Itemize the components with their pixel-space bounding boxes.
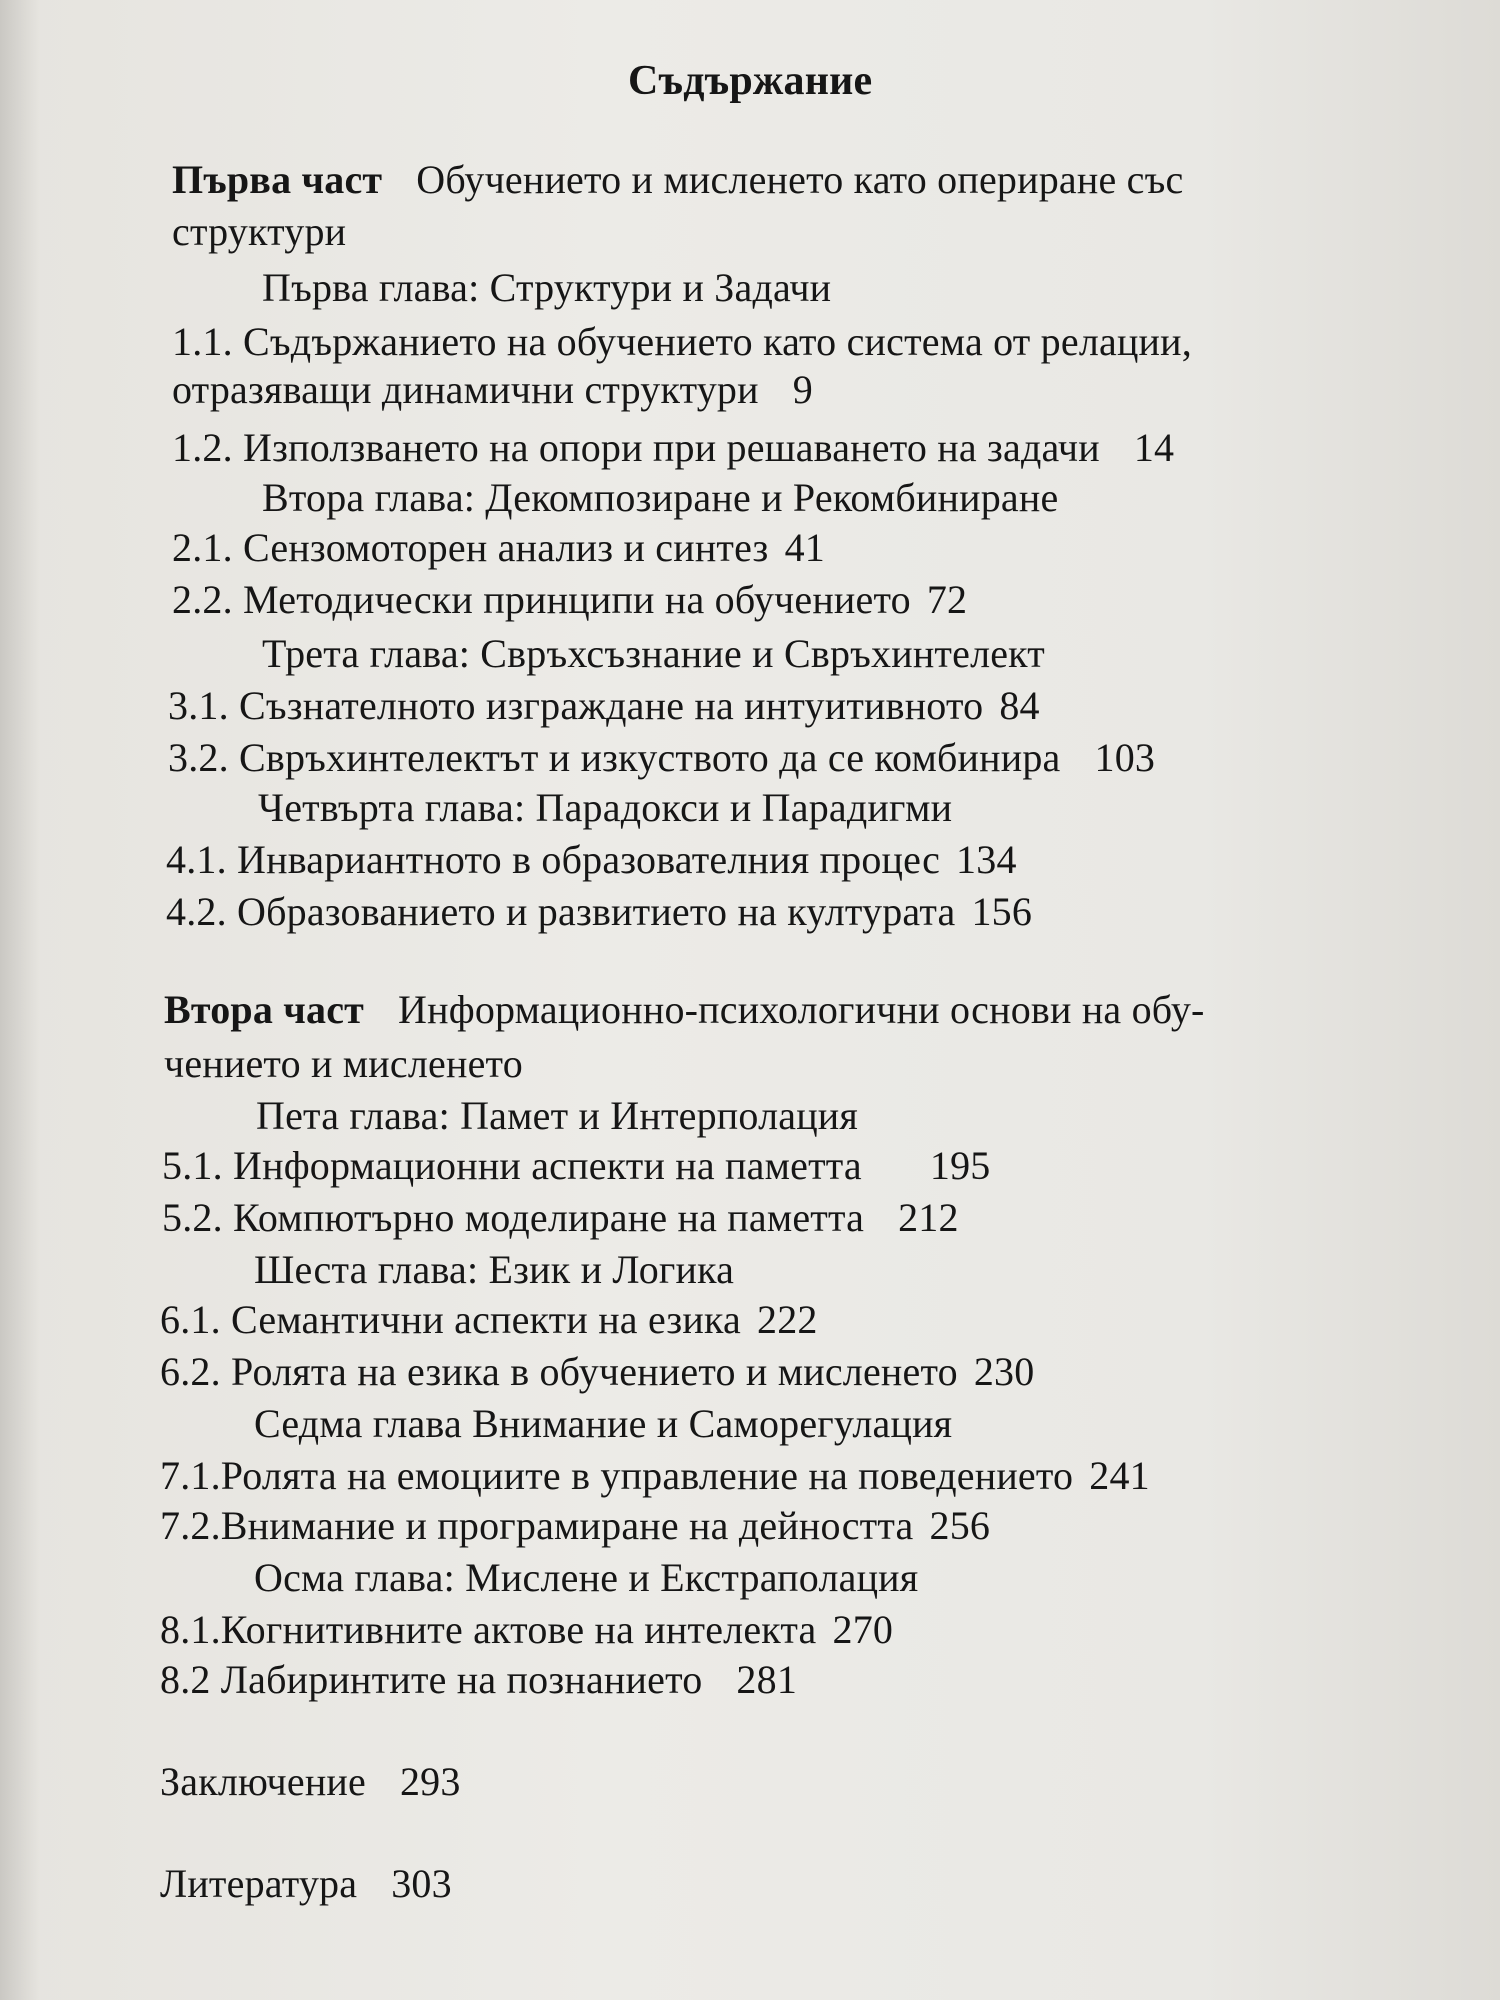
- section-1-1-line2: [172, 367, 813, 412]
- section-5-2-page: 212: [898, 1195, 959, 1240]
- part1-title: Обучението и мисленето като опериране със: [416, 157, 1184, 202]
- chapter4-title: Четвърта глава: Парадокси и Парадигми: [258, 785, 953, 830]
- literature-entry: [160, 1861, 452, 1906]
- section-3-1-title: 3.1. Съзнателното изграждане на интуитивното: [168, 683, 984, 728]
- section-3-2-title: 3.2. Свръхинтелектът и изкуството да се комбинира: [168, 735, 1061, 780]
- section-4-2-page: 156: [971, 889, 1033, 934]
- chapter8-title: Осма глава: Мислене и Екстраполация: [254, 1555, 919, 1600]
- chapter3-title: Трета глава: Свръхсъзнание и Свръхинтелект: [262, 631, 1045, 676]
- section-5-1: [162, 1143, 991, 1188]
- section-8-1-title: 8.1.Когнитивните актове на интелекта: [160, 1607, 817, 1652]
- conclusion-entry: [160, 1759, 461, 1804]
- section-2-1: [172, 525, 825, 570]
- part1-heading-line2: структури: [172, 209, 347, 254]
- section-7-1: [160, 1453, 1150, 1498]
- section-1-1-line1: 1.1. Съдържанието на обучението като система от релации,: [172, 319, 1192, 364]
- section-1-2-page: 14: [1133, 425, 1175, 470]
- chapter2-title: Втора глава: Декомпозиране и Рекомбиниране: [262, 475, 1059, 520]
- section-2-2-title: 2.2. Методически принципи на обучението: [172, 577, 911, 622]
- conclusion-title: Заключение: [160, 1759, 366, 1804]
- section-1-1-title-end: отразяващи динамични структури: [172, 367, 759, 412]
- section-8-2-title: 8.2 Лабиринтите на познанието: [160, 1657, 703, 1702]
- section-5-1-title: 5.1. Информационни аспекти на паметта: [162, 1143, 862, 1188]
- section-4-2-title: 4.2. Образованието и развитието на културата: [166, 889, 956, 934]
- chapter1-title: Първа глава: Структури и Задачи: [262, 265, 832, 310]
- section-4-1-title: 4.1. Инвариантното в образователния процес: [166, 837, 941, 882]
- conclusion-page: 293: [399, 1759, 461, 1804]
- part2-title: Информационно-психологични основи на обу-: [398, 987, 1205, 1032]
- section-4-2: [166, 889, 1033, 934]
- part2-label: Втора част: [164, 987, 365, 1032]
- section-2-1-page: 41: [784, 525, 825, 570]
- section-3-2: [168, 735, 1156, 780]
- section-3-2-page: 103: [1094, 735, 1156, 780]
- section-4-1-page: 134: [956, 837, 1017, 882]
- section-3-1-page: 84: [999, 683, 1040, 728]
- section-5-1-page: 195: [929, 1143, 991, 1188]
- part2-heading-line1: [164, 987, 1205, 1032]
- section-7-2: [160, 1503, 991, 1548]
- section-6-2: [160, 1349, 1035, 1394]
- section-7-1-page: 241: [1089, 1453, 1150, 1498]
- section-4-1: [166, 837, 1017, 882]
- section-6-2-page: 230: [973, 1349, 1035, 1394]
- part2-heading-line2: чението и мисленето: [164, 1041, 523, 1086]
- section-1-2: [172, 425, 1175, 470]
- chapter6-title: Шеста глава: Език и Логика: [254, 1247, 735, 1292]
- chapter7-title: Седма глава Внимание и Саморегулация: [254, 1401, 953, 1446]
- literature-page: 303: [391, 1861, 452, 1906]
- section-7-1-title: 7.1.Ролята на емоциите в управление на поведението: [160, 1453, 1074, 1498]
- section-3-1: [168, 683, 1040, 728]
- section-5-2: [162, 1195, 959, 1240]
- chapter5-title: Пета глава: Памет и Интерполация: [256, 1093, 859, 1138]
- part1-heading-line1: [172, 157, 1184, 202]
- section-8-2-page: 281: [736, 1657, 798, 1702]
- section-2-2-page: 72: [926, 577, 968, 622]
- section-8-1-page: 270: [832, 1607, 894, 1652]
- literature-title: Литература: [160, 1861, 358, 1906]
- section-7-2-page: 256: [929, 1503, 991, 1548]
- section-8-1: [160, 1607, 894, 1652]
- section-2-2: [172, 577, 968, 622]
- section-1-1-page: 9: [792, 367, 813, 412]
- section-8-2: [160, 1657, 798, 1702]
- section-5-2-title: 5.2. Компютърно моделиране на паметта: [162, 1195, 865, 1240]
- section-2-1-title: 2.1. Сензомоторен анализ и синтез: [172, 525, 769, 570]
- section-1-2-title: 1.2. Използването на опори при решаването на задачи: [172, 425, 1100, 470]
- section-6-2-title: 6.2. Ролята на езика в обучението и мисленето: [160, 1349, 958, 1394]
- section-7-2-title: 7.2.Внимание и програмиране на дейността: [160, 1503, 914, 1548]
- section-6-1-page: 222: [757, 1297, 818, 1342]
- toc-title: Съдържание: [628, 58, 873, 104]
- section-6-1: [160, 1297, 818, 1342]
- section-6-1-title: 6.1. Семантични аспекти на езика: [160, 1297, 741, 1342]
- part1-label: Първа част: [172, 157, 383, 202]
